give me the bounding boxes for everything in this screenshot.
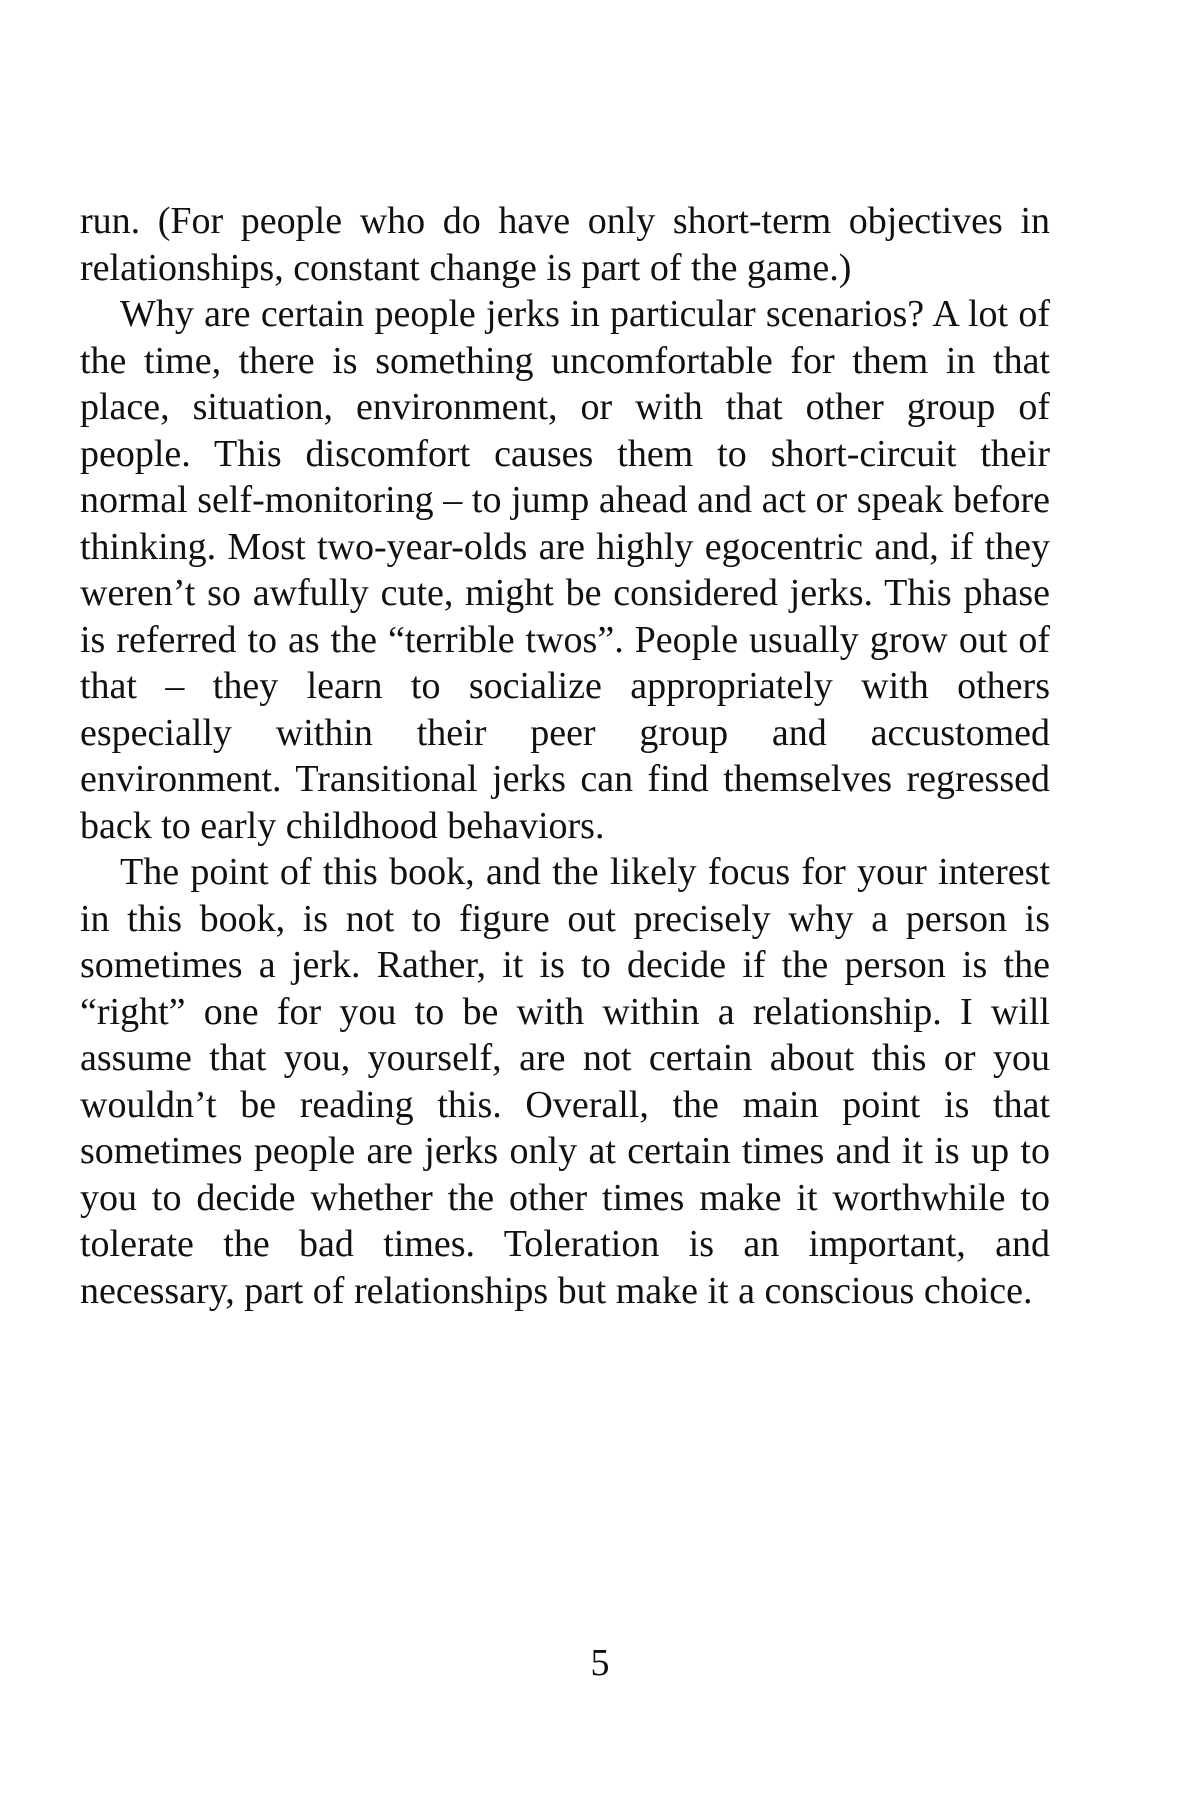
paragraph-continuation: run. (For people who do have only short-term objectives in relationships, constant change is part of the game.) [80, 200, 1050, 289]
paragraph-transitional-jerks: Why are certain people jerks in particular scenarios? A lot of the time, there is something uncomfortable for them in that place, situation, environment, or with that other group of people. This discomfort causes them to short-circuit their normal self-monitoring – to jump ahead and act or speak before thinking. Most two-year-olds are highly egocentric and, if they weren’t so awfully cute, might be considered jerks. This phase is referred to as the “terrible twos”. People usually grow out of that – they learn to socialize appropriately with others especially within their peer group and accustomed environment. Transitional jerks can find themselves regressed back to early childhood behaviors. [80, 293, 1050, 847]
paragraph-point-of-book: The point of this book, and the likely focus for your interest in this book, is not to figure out precisely why a person is sometimes a jerk. Rather, it is to decide if the person is the “right” one for you to be with within a relationship. I will assume that you, yourself, are not certain about this or you wouldn’t be reading this. Overall, the main point is that sometimes people are jerks only at certain times and it is up to you to decide whether the other times make it worthwhile to tolerate the bad times. Toleration is an important, and necessary, part of relationships but make it a conscious choice. [80, 851, 1050, 1312]
page-number: 5 [590, 1642, 610, 1684]
body-text [80, 198, 1050, 1314]
